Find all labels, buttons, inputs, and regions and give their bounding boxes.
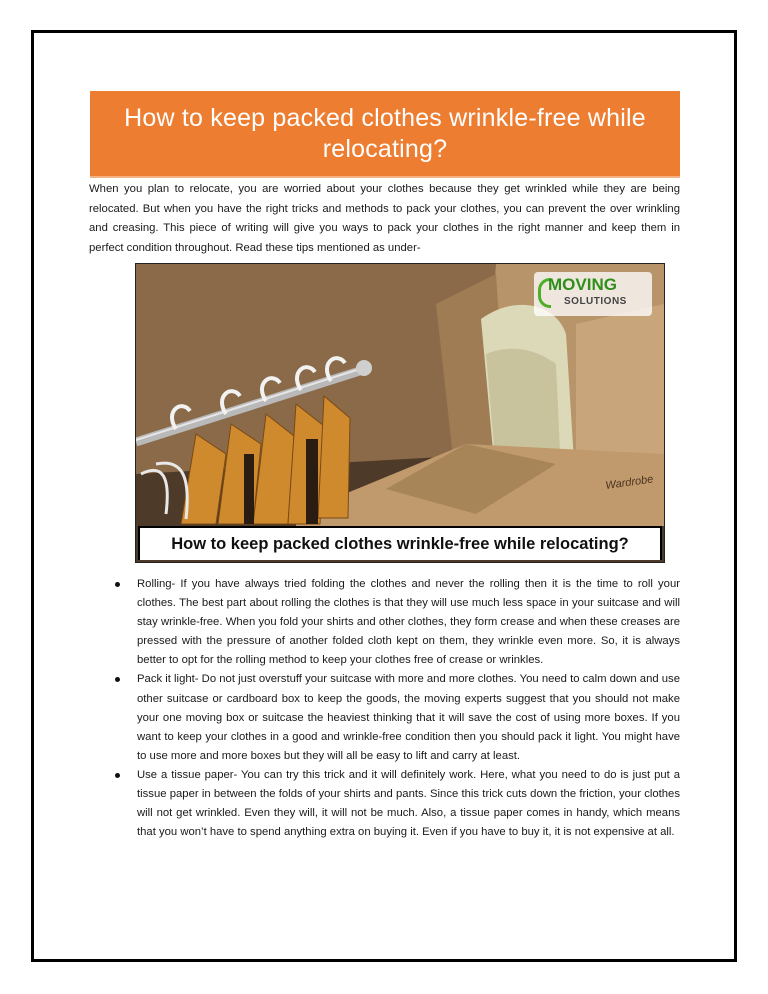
logo-line1: MOVING	[548, 275, 617, 294]
box-print-text: Wardrobe	[604, 473, 655, 492]
tips-list	[115, 575, 680, 842]
list-item	[115, 575, 680, 670]
tip-text: Pack it light- Do not just overstuff your suitcase with more and more clothes. You need to calm down and use other suitcase or cardboard box to keep the goods, the moving experts suggest that you should not make your one moving box or suitcase the heaviest thinking that it will save the cost of using more boxes. If you want to keep your clothes in a good and wrinkle-free condition then you should pack it light. You might have to use more and more boxes but they will all be easy to lift and carry at least.	[137, 673, 680, 762]
tip-text: Use a tissue paper- You can try this trick and it will definitely work. Here, what you need to do is just put a tissue paper in between the folds of your shirts and pants. Since this trick cuts down the friction, your clothes will not get wrinkled. Even they will, it will not be much. Also, a tissue paper comes in handy, which means that you won’t have to spend anything extra on buying it. Even if you have to buy it, it is not expensive at all.	[137, 768, 680, 839]
bullet-icon	[115, 582, 120, 587]
bullet-icon	[115, 677, 120, 682]
logo-line2: SOLUTIONS	[564, 296, 627, 307]
tip-text: Rolling- If you have always tried folding the clothes and never the rolling then it is the time to roll your clothes. The best part about rolling the clothes is that they will use much less space in your suitcase and will stay wrinkle-free. When you fold your shirts and other clothes, they form crease and when these creases are pressed with the pressure of another folded cloth kept on them, they wrinkle even more. So, it is always better to opt for the rolling method to keep your clothes free of crease or wrinkles.	[137, 578, 680, 667]
intro-paragraph: When you plan to relocate, you are worried about your clothes because they get wrinkled while they are being relocated. But when you have the right tricks and methods to pack your clothes, you can prevent the over wrinkling and creasing. This piece of writing will give you ways to pack your clothes in the right manner and keep them in perfect condition throughout. Read these tips mentioned as under-	[89, 183, 680, 254]
list-item	[115, 670, 680, 765]
moving-solutions-logo	[534, 272, 652, 316]
page-title: How to keep packed clothes wrinkle-free while relocating?	[124, 103, 646, 163]
hero-caption-box	[138, 526, 662, 560]
list-item	[115, 766, 680, 842]
bullet-icon	[115, 773, 120, 778]
title-banner	[90, 91, 680, 178]
hero-image	[135, 263, 665, 563]
hero-caption: How to keep packed clothes wrinkle-free while relocating?	[171, 534, 629, 553]
